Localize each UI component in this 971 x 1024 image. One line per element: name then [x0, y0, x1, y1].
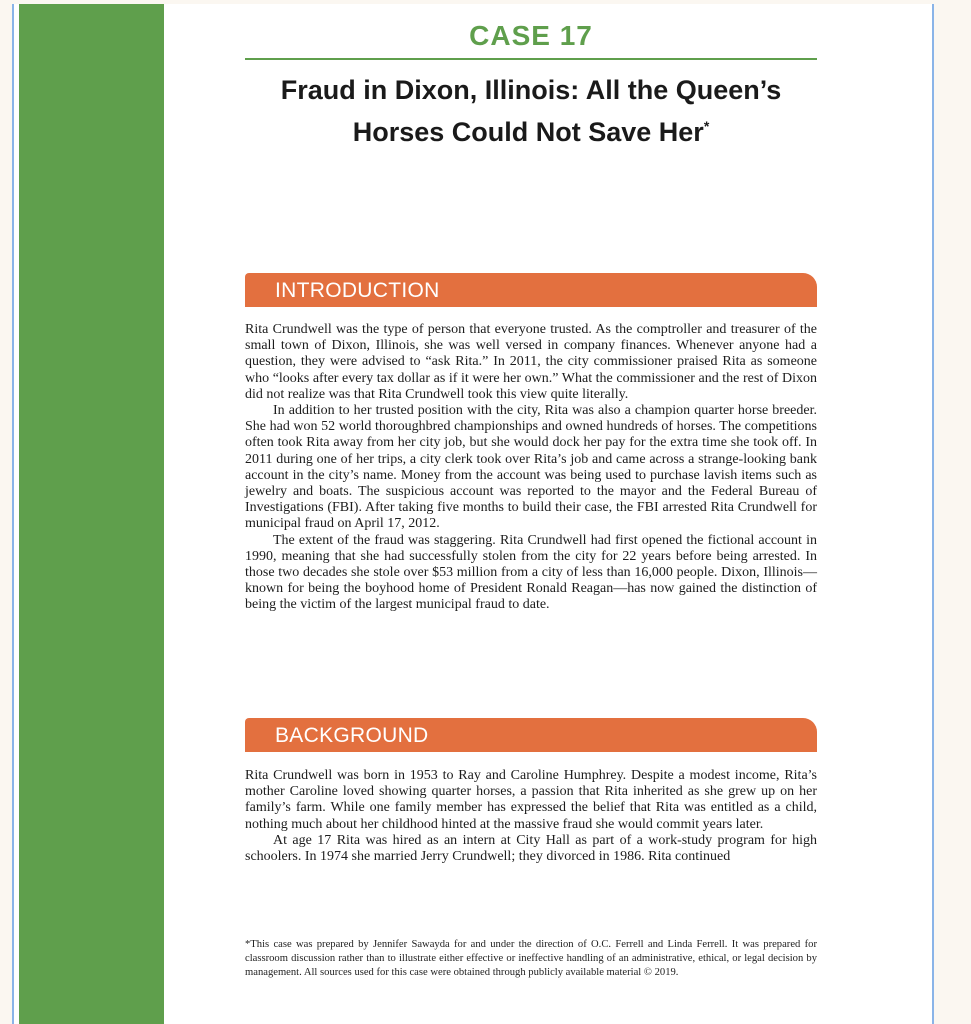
- intro-paragraph-1: Rita Crundwell was the type of person that everyone trusted. As the comptroller and treasurer of the small town of Dixon, Illinois, she was well versed in company finances. Whenever anyone had a question, they were advised to “ask Rita.” In 2011, the city commissioner praised Rita as someone who “looks after every tax dollar as if it were her own.” What the commissioner and the rest of Dixon did not realize was that Rita Crundwell took this view quite literally.: [245, 322, 817, 402]
- case-divider: [245, 58, 817, 60]
- case-number: CASE 17: [469, 20, 593, 51]
- case-title-line-1: Fraud in Dixon, Illinois: All the Queen’s: [280, 75, 782, 105]
- intro-paragraph-2: In addition to her trusted position with the city, Rita was also a champion quarter horse breeder. She had won 52 world thoroughbred championships and owned hundreds of horses. The competitions often took Rita away from her city job, but she would dock her pay for the extra time she took off. In 2011 during one of her trips, a city clerk took over Rita’s job and came across a strange-looking bank account in the city’s name. Money from the account was being used to purchase lavish items such as jewelry and boats. The suspicious account was reported to the mayor and the Federal Bureau of Investigations (FBI). After taking five months to build their case, the FBI arrested Rita Crundwell for municipal fraud on April 17, 2012.: [245, 403, 817, 532]
- background-paragraph-1: Rita Crundwell was born in 1953 to Ray and Caroline Humphrey. Despite a modest income, Rita’s mother Caroline loved showing quarter horses, a passion that Rita inherited as she grew up on her family’s farm. While one family member has expressed the belief that Rita was entitled as a child, nothing much about her childhood hinted at the massive fraud she would commit years later.: [245, 768, 817, 832]
- footnote-text: *This case was prepared by Jennifer Sawayda for and under the direction of O.C. Ferrell and Linda Ferrell. It was prepared for classroom discussion rather than to illustrate either effective or ineffective handling of an administrative, ethical, or legal decision by management. All sources used for this case were obtained through publicly available material © 2019.: [245, 939, 817, 978]
- background-heading: BACKGROUND: [245, 718, 817, 752]
- intro-paragraph-3: The extent of the fraud was staggering. Rita Crundwell had first opened the fictional account in 1990, meaning that she had successfully stolen from the city for 22 years before being arrested. In those two decades she stole over $53 million from a city of less than 16,000 people. Dixon, Illinois—known for being the boyhood home of President Ronald Reagan—has now gained the distinction of being the victim of the largest municipal fraud to date.: [245, 532, 817, 613]
- introduction-body: [245, 322, 817, 614]
- title-footnote-mark: *: [703, 118, 710, 134]
- background-body: [245, 768, 817, 865]
- introduction-heading: INTRODUCTION: [245, 273, 817, 307]
- case-title: [245, 72, 817, 150]
- case-title-line-2: Horses Could Not Save Her: [352, 117, 704, 147]
- background-paragraph-2: At age 17 Rita was hired as an intern at City Hall as part of a work-study program for high schoolers. In 1974 she married Jerry Crundwell; they divorced in 1986. Rita continued: [245, 832, 817, 865]
- green-side-band: [19, 4, 164, 1024]
- case-footnote: [245, 938, 817, 979]
